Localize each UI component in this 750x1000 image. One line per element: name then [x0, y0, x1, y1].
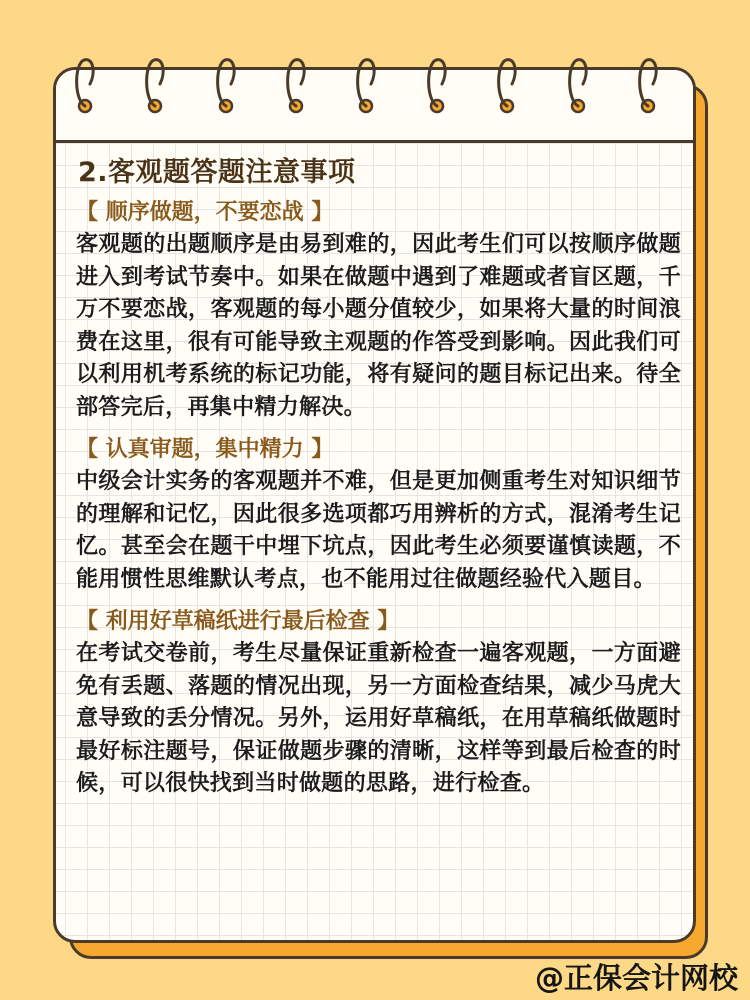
notebook-content	[76, 155, 681, 811]
section-body-focus: 中级会计实务的客观题并不难，但是更加侧重考生对知识细节的理解和记忆，因此很多选项都巧用辨析的方式，混淆考生记忆。甚至会在题干中埋下坑点，因此考生必须要谨慎读题，不能用惯性思维默认考点，也不能用过往做题经验代入题目。	[76, 469, 681, 592]
section-heading-focus: 【 认真审题，集中精力 】	[76, 437, 334, 462]
binder-ring-icon	[279, 54, 313, 118]
page-title: 2.客观题答题注意事项	[78, 157, 356, 188]
binder-ring-icon	[209, 54, 243, 118]
binder-ring-icon	[138, 54, 172, 118]
binder-ring-icon	[420, 54, 454, 118]
binder-ring-icon	[68, 54, 102, 118]
section-body-check: 在考试交卷前，考生尽量保证重新检查一遍客观题，一方面避免有丢题、落题的情况出现，另一方面检查结果，减少马虎大意导致的丢分情况。另外，运用好草稿纸，在用草稿纸做题时最好标注题号，保证做题步骤的清晰，这样等到最后检查的时候，可以很快找到当时做题的思路，进行检查。	[76, 641, 681, 796]
notebook-card	[53, 67, 696, 943]
binder-ring-icon	[490, 54, 524, 118]
watermark-label: @正保会计网校	[534, 961, 738, 995]
binder-ring-icon	[561, 54, 595, 118]
section-heading-check: 【 利用好草稿纸进行最后检查 】	[76, 609, 400, 634]
binder-ring-icon	[349, 54, 383, 118]
binder-ring-icon	[631, 54, 665, 118]
section-heading-order: 【 顺序做题，不要恋战 】	[76, 200, 334, 225]
section-body-order: 客观题的出题顺序是由易到难的，因此考生们可以按顺序做题进入到考试节奏中。如果在做题中遇到了难题或者盲区题，千万不要恋战，客观题的每小题分值较少，如果将大量的时间浪费在这里，很有可能导致主观题的作答受到影响。因此我们可以利用机考系统的标记功能，将有疑问的题目标记出来。待全部答完后，再集中精力解决。	[76, 232, 681, 420]
